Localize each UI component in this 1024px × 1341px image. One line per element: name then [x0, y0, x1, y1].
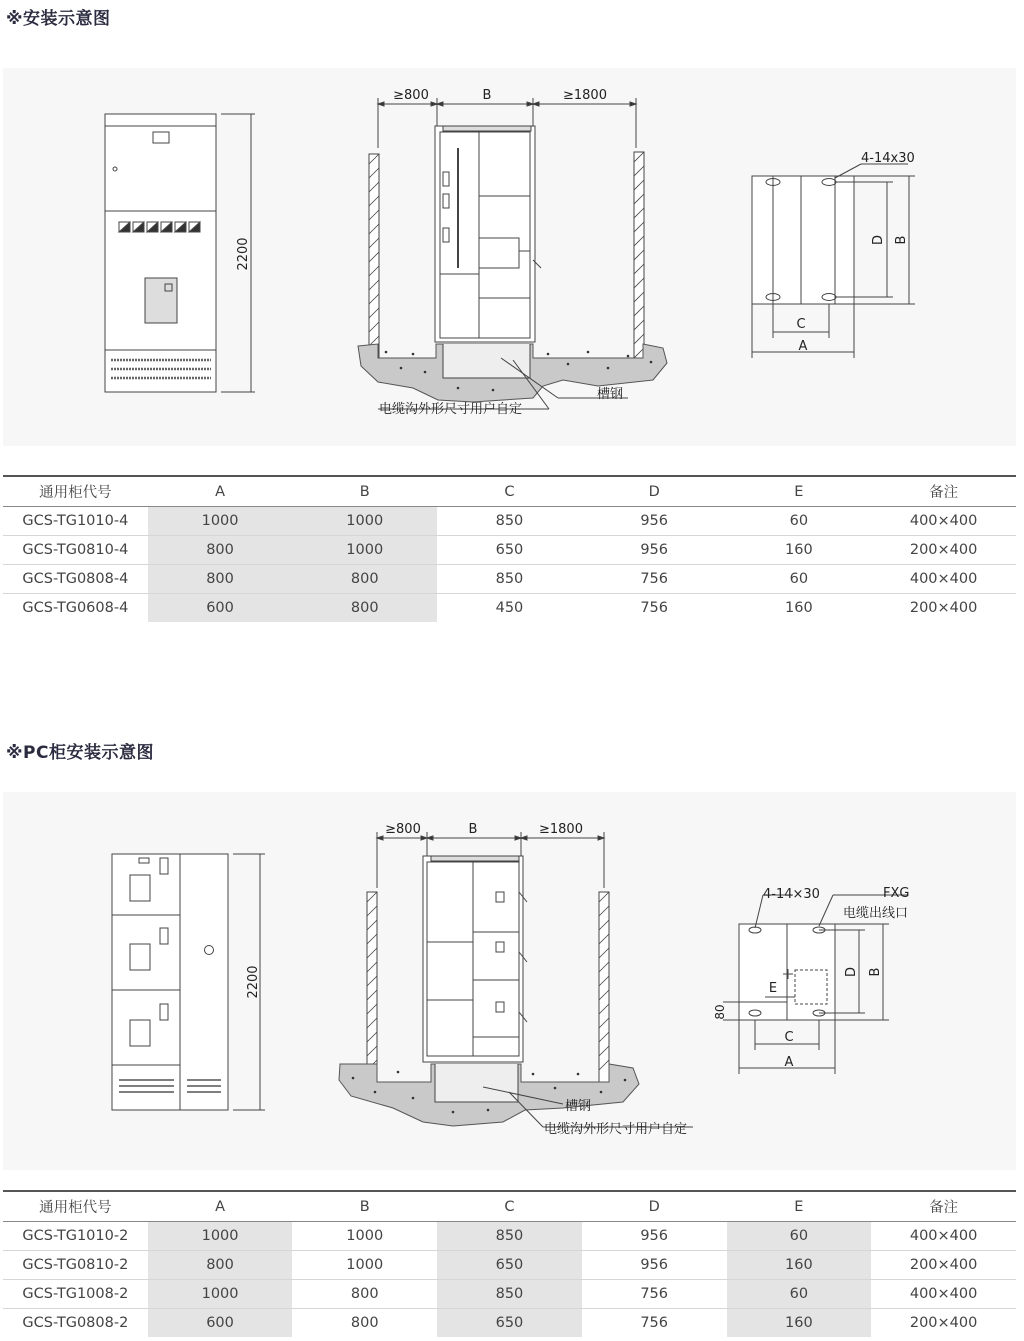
cell-e: 160 — [727, 1251, 872, 1280]
cell-c: 850 — [437, 507, 582, 536]
plan-label-c: C — [796, 317, 806, 332]
cell-code: GCS-TG0810-4 — [3, 536, 148, 565]
cell-a: 1000 — [148, 1222, 293, 1251]
cell-b: 800 — [350, 1315, 379, 1331]
cell-d: 756 — [582, 1280, 727, 1309]
section1-diagram — [3, 68, 1016, 446]
trench-note: 电缆沟外形尺寸用户自定 — [379, 402, 523, 417]
header-c: C — [437, 1191, 582, 1222]
pc-dim-left-label: ≥800 — [385, 822, 421, 837]
cell-code: GCS-TG1010-2 — [3, 1222, 148, 1251]
pc-cabinet-side-view — [339, 832, 693, 1127]
cell-code: GCS-TG1008-2 — [3, 1280, 148, 1309]
cell-a: 600 — [148, 1309, 293, 1338]
table-row — [3, 507, 1016, 536]
cell-b: 800 — [292, 565, 437, 594]
cell-c: 650 — [437, 536, 582, 565]
table-header-row — [3, 1191, 1016, 1222]
header-code: 通用柜代号 — [3, 1191, 148, 1222]
header-b: B — [292, 476, 437, 507]
cell-e: 160 — [727, 1309, 872, 1338]
pc-cabinet-front-view — [112, 854, 265, 1110]
cell-code: GCS-TG0810-2 — [3, 1251, 148, 1280]
header-note: 备注 — [871, 1191, 1016, 1222]
cell-d: 956 — [582, 1251, 727, 1280]
header-e: E — [727, 1191, 872, 1222]
cable-outlet-label: 电缆出线口 — [843, 906, 909, 921]
cell-c: 850 — [437, 1222, 582, 1251]
plan-label-b: B — [894, 235, 909, 245]
cell-d: 756 — [582, 565, 727, 594]
table-row — [3, 1309, 1016, 1338]
cell-a: 600 — [148, 594, 293, 623]
cell-b: 800 — [292, 1280, 437, 1309]
header-code: 通用柜代号 — [3, 476, 148, 507]
cell-a: 800 — [148, 536, 293, 565]
section2-heading: ※PC柜安装示意图 — [6, 743, 154, 763]
pc-base-plan-view — [723, 895, 908, 1074]
header-d: D — [582, 1191, 727, 1222]
cell-code: GCS-TG0808-2 — [22, 1315, 129, 1331]
pc-plan-label-a: A — [784, 1055, 794, 1070]
header-b: B — [292, 1191, 437, 1222]
cell-c: 650 — [437, 1251, 582, 1280]
header-d: D — [582, 476, 727, 507]
section2-diagram — [3, 792, 1016, 1170]
cell-b: 1000 — [292, 1222, 437, 1251]
pc-dim-right-label: ≥1800 — [539, 822, 583, 837]
cell-d: 956 — [582, 1222, 727, 1251]
table-header-row — [3, 476, 1016, 507]
cell-e: 60 — [727, 1280, 872, 1309]
plan-label-a: A — [798, 339, 808, 354]
cell-e: 60 — [727, 1222, 872, 1251]
hole-spec-label: 4-14x30 — [861, 151, 915, 166]
pc-steel-channel-label: 槽钢 — [565, 1099, 592, 1114]
cell-c: 450 — [495, 600, 524, 616]
table-row — [3, 594, 1016, 623]
pc-dim-mid-label: B — [468, 822, 478, 837]
header-c: C — [437, 476, 582, 507]
cell-code: GCS-TG0808-4 — [3, 565, 148, 594]
table-row — [3, 1251, 1016, 1280]
plan-label-d: D — [871, 234, 886, 246]
section1-spec-table — [3, 475, 1016, 622]
cell-d: 956 — [582, 507, 727, 536]
cell-a: 800 — [148, 1251, 293, 1280]
height-label: 2200 — [236, 237, 251, 271]
pc-hole-spec-label: 4-14×30 — [763, 887, 820, 902]
cabinet-side-view — [358, 98, 667, 409]
pc-plan-label-e: E — [768, 981, 778, 996]
pc-height-label: 2200 — [246, 965, 261, 999]
cell-e: 160 — [785, 600, 813, 616]
base-plan-view — [752, 164, 915, 358]
cell-note: 200×400 — [909, 1315, 978, 1331]
cell-c: 850 — [437, 1280, 582, 1309]
table-row — [3, 1222, 1016, 1251]
cell-d: 756 — [640, 600, 668, 616]
cell-a: 1000 — [148, 1280, 293, 1309]
cabinet-front-view — [105, 114, 255, 392]
header-a: A — [148, 1191, 293, 1222]
cell-note: 400×400 — [871, 565, 1016, 594]
section2-diagram-panel — [3, 792, 1016, 1170]
header-e: E — [727, 476, 872, 507]
cell-d: 756 — [640, 1315, 668, 1331]
table-row — [3, 536, 1016, 565]
cell-note: 400×400 — [871, 1222, 1016, 1251]
plan-label-80: 80 — [713, 1004, 727, 1020]
cell-b: 1000 — [292, 507, 437, 536]
cell-b: 1000 — [292, 1251, 437, 1280]
cell-note: 200×400 — [871, 1251, 1016, 1280]
cell-code: GCS-TG1010-4 — [3, 507, 148, 536]
dim-mid-label: B — [482, 88, 492, 103]
cell-b: 1000 — [292, 536, 437, 565]
section2-spec-table — [3, 1190, 1016, 1337]
section1-diagram-panel — [3, 68, 1016, 446]
cell-d: 956 — [582, 536, 727, 565]
cell-note: 400×400 — [871, 507, 1016, 536]
cell-note: 200×400 — [909, 600, 978, 616]
pc-plan-label-b: B — [868, 967, 883, 977]
cell-note: 200×400 — [871, 536, 1016, 565]
table-row — [3, 565, 1016, 594]
cell-code: GCS-TG0608-4 — [22, 600, 129, 616]
cell-a: 1000 — [148, 507, 293, 536]
steel-channel-label: 槽钢 — [597, 387, 624, 402]
table-row — [3, 1280, 1016, 1309]
dim-right-label: ≥1800 — [563, 88, 607, 103]
fxg-label: FXG — [883, 886, 910, 901]
pc-plan-label-d: D — [844, 966, 859, 978]
cell-e: 160 — [727, 536, 872, 565]
pc-plan-label-c: C — [784, 1030, 794, 1045]
dim-left-label: ≥800 — [393, 88, 429, 103]
cell-a: 800 — [148, 565, 293, 594]
pc-trench-note: 电缆沟外形尺寸用户自定 — [544, 1122, 688, 1137]
cell-e: 60 — [727, 565, 872, 594]
cell-e: 60 — [727, 507, 872, 536]
section1-heading: ※安装示意图 — [6, 9, 111, 29]
cell-c: 850 — [437, 565, 582, 594]
cell-b: 800 — [292, 594, 437, 623]
cell-note: 400×400 — [871, 1280, 1016, 1309]
header-note: 备注 — [871, 476, 1016, 507]
header-a: A — [148, 476, 293, 507]
cell-c: 650 — [437, 1309, 582, 1338]
